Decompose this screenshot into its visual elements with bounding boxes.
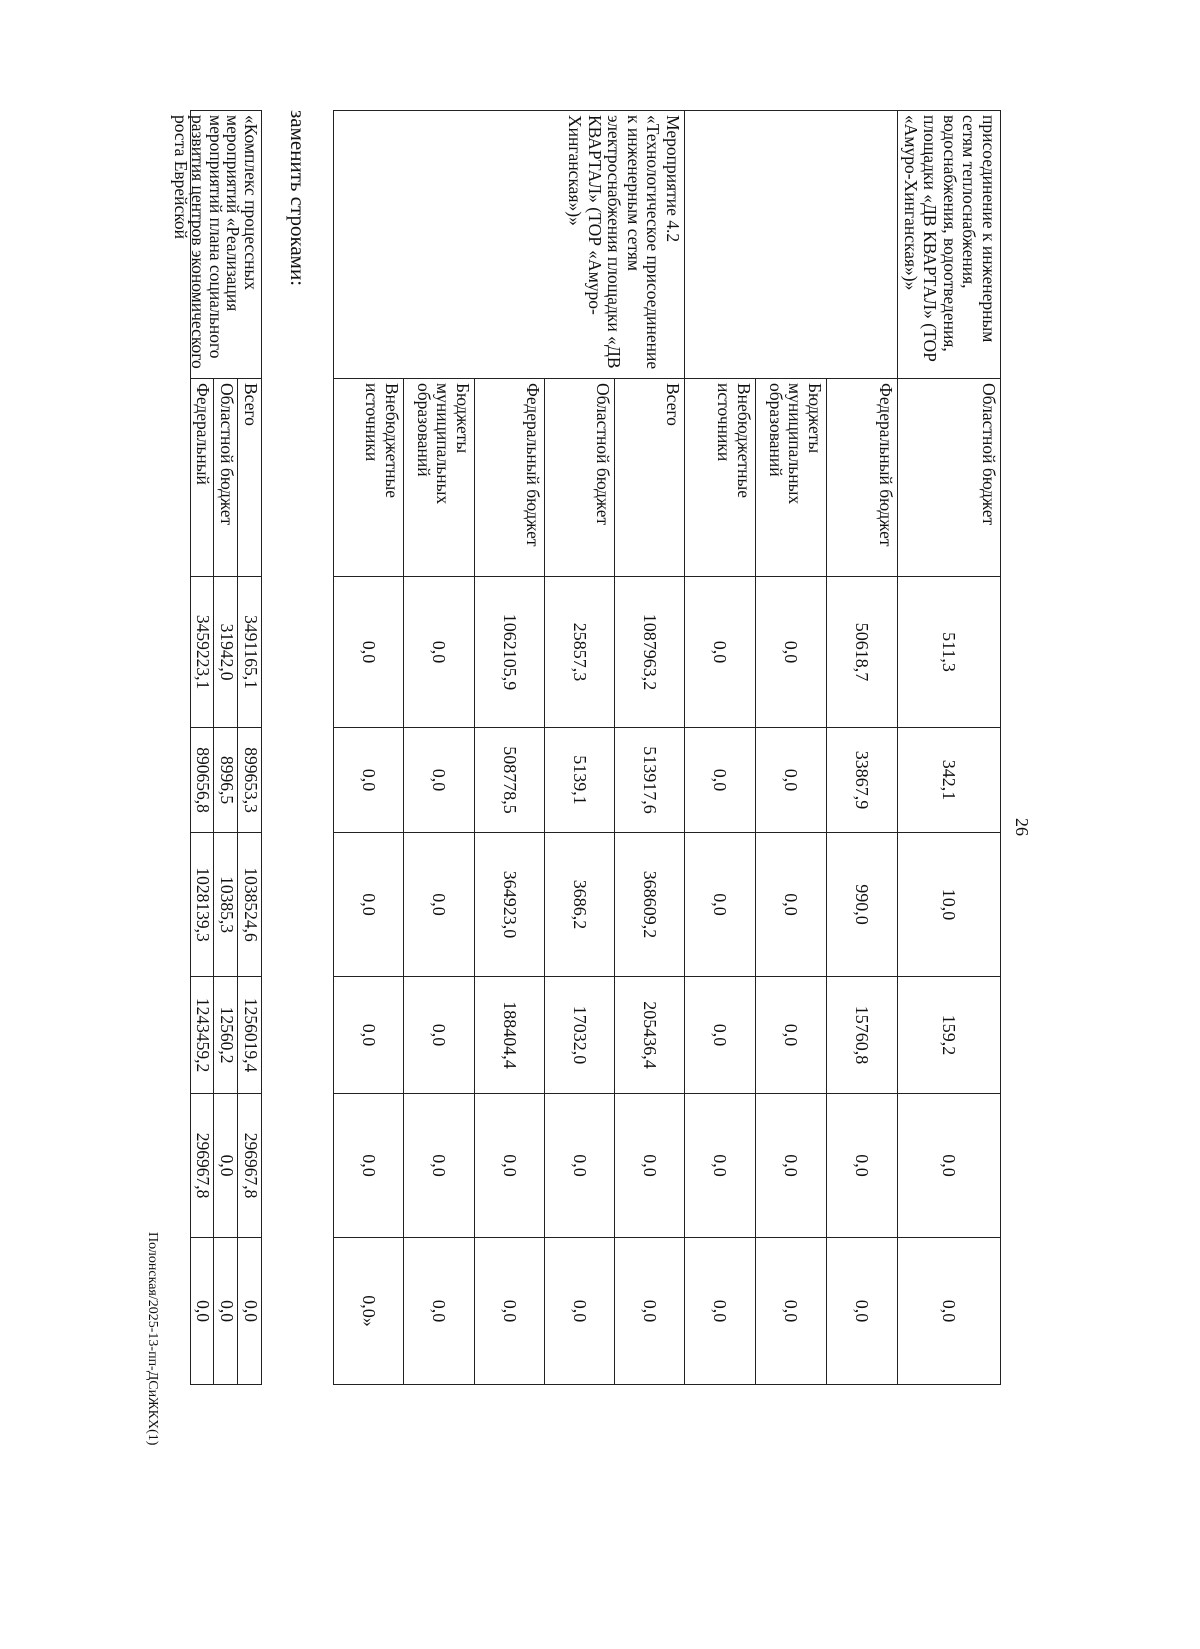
value-cell: 296967,8 — [238, 1094, 262, 1238]
value-cell: 5139,1 — [545, 728, 615, 833]
value-cell: 0,0 — [214, 1238, 238, 1385]
funding-source-cell: Внебюджетные источники — [334, 379, 404, 577]
value-cell: 0,0 — [404, 977, 475, 1094]
value-cell: 0,0 — [545, 1094, 615, 1238]
value-cell: 1256019,4 — [238, 977, 262, 1094]
value-cell: 159,2 — [898, 977, 1001, 1094]
value-cell: 0,0 — [685, 577, 756, 728]
value-cell: 0,0 — [827, 1094, 898, 1238]
value-cell: 50618,7 — [827, 577, 898, 728]
value-cell: 0,0 — [756, 577, 827, 728]
funding-source-cell: Внебюджетные источники — [685, 379, 756, 577]
value-cell: 31942,0 — [214, 577, 238, 728]
value-cell: 17032,0 — [545, 977, 615, 1094]
value-cell: 0,0 — [756, 833, 827, 977]
value-cell: 10385,3 — [214, 833, 238, 977]
value-cell: 25857,3 — [545, 577, 615, 728]
value-cell: 0,0 — [404, 833, 475, 977]
value-cell: 0,0 — [334, 1094, 404, 1238]
value-cell: 0,0 — [334, 833, 404, 977]
value-cell: 0,0 — [404, 1094, 475, 1238]
value-cell: 0,0 — [334, 577, 404, 728]
funding-source-cell: Всего — [238, 379, 262, 577]
value-cell: 3491165,1 — [238, 577, 262, 728]
funding-source-cell: Бюджеты муниципальных образований — [756, 379, 827, 577]
value-cell: 0,0 — [191, 1238, 214, 1385]
value-cell: 0,0 — [685, 1238, 756, 1385]
value-cell: 1243459,2 — [191, 977, 214, 1094]
value-cell: 0,0 — [404, 728, 475, 833]
table-row — [238, 111, 262, 1602]
value-cell: 0,0 — [545, 1238, 615, 1385]
value-cell: 0,0 — [685, 1094, 756, 1238]
value-cell: 0,0 — [238, 1238, 262, 1385]
table-row — [898, 111, 1001, 1602]
value-cell: 0,0 — [334, 977, 404, 1094]
value-cell: 342,1 — [898, 728, 1001, 833]
value-cell: 0,0 — [756, 977, 827, 1094]
value-cell: 508778,5 — [475, 728, 545, 833]
value-cell: 0,0 — [756, 1238, 827, 1385]
value-cell: 1087963,2 — [615, 577, 685, 728]
value-cell: 1062105,9 — [475, 577, 545, 728]
measure-name-text: «Комплекс процессных мероприятий «Реализация мероприятий плана социального развития центров экономического роста Еврейской — [171, 115, 261, 369]
value-cell: 899653,3 — [238, 728, 262, 833]
value-cell: 8996,5 — [214, 728, 238, 833]
table-row — [827, 111, 898, 1602]
footer-reference: Полонская/2025-13-пп-ДСиЖКХ(1) — [145, 1232, 160, 1446]
value-cell: 990,0 — [827, 833, 898, 977]
value-cell: 0,0 — [615, 1094, 685, 1238]
funding-source-cell: Областной бюджет — [545, 379, 615, 577]
value-cell: 12560,2 — [214, 977, 238, 1094]
value-cell: 0,0 — [898, 1094, 1001, 1238]
value-cell: 0,0 — [475, 1238, 545, 1385]
value-cell: 0,0 — [685, 833, 756, 977]
budget-table-top — [333, 110, 1001, 1602]
value-cell: 0,0 — [685, 728, 756, 833]
value-cell: 15760,8 — [827, 977, 898, 1094]
value-cell: 890656,8 — [191, 728, 214, 833]
value-cell: 3686,2 — [545, 833, 615, 977]
value-cell: 368609,2 — [615, 833, 685, 977]
value-cell: 188404,4 — [475, 977, 545, 1094]
value-cell: 0,0 — [827, 1238, 898, 1385]
replace-rows-label: заменить строками: — [286, 110, 310, 287]
value-cell: 0,0» — [334, 1238, 404, 1385]
measure-name-cell — [171, 111, 262, 379]
funding-source-cell: Федеральный — [191, 379, 214, 577]
value-cell: 3459223,1 — [191, 577, 214, 728]
value-cell: 0,0 — [756, 1094, 827, 1238]
value-cell: 0,0 — [756, 728, 827, 833]
measure-name-cell: Мероприятие 4.2 «Технологическое присоединение к инженерным сетям электроснабжения площадки «ДВ КВАРТАЛ» (ТОР «Амуро-Хинганская»)» — [334, 111, 685, 379]
value-cell: 296967,8 — [191, 1094, 214, 1238]
funding-source-cell: Всего — [615, 379, 685, 577]
funding-source-cell: Бюджеты муниципальных образований — [404, 379, 475, 577]
value-cell: 33867,9 — [827, 728, 898, 833]
measure-name-cell: присоединение к инженерным сетям теплоснабжения, водоснабжения, водоотведения, площадки «ДВ КВАРТАЛ» (ТОР «Амуро-Хинганская»)» — [898, 111, 1001, 379]
table-row — [615, 111, 685, 1602]
value-cell: 10,0 — [898, 833, 1001, 977]
funding-source-cell: Областной бюджет — [898, 379, 1001, 577]
budget-table-bottom — [171, 110, 263, 1602]
value-cell: 1038524,6 — [238, 833, 262, 977]
empty-name-cell — [685, 111, 898, 379]
value-cell: 0,0 — [334, 728, 404, 833]
value-cell: 0,0 — [475, 1094, 545, 1238]
funding-source-cell: Областной бюджет — [214, 379, 238, 577]
value-cell: 0,0 — [898, 1238, 1001, 1385]
value-cell: 0,0 — [214, 1094, 238, 1238]
page-number: 26 — [1012, 818, 1032, 836]
value-cell: 0,0 — [404, 577, 475, 728]
funding-source-cell: Федеральный бюджет — [475, 379, 545, 577]
value-cell: 0,0 — [685, 977, 756, 1094]
value-cell: 1028139,3 — [191, 833, 214, 977]
value-cell: 513917,6 — [615, 728, 685, 833]
value-cell: 0,0 — [615, 1238, 685, 1385]
funding-source-cell: Федеральный бюджет — [827, 379, 898, 577]
value-cell: 364923,0 — [475, 833, 545, 977]
value-cell: 511,3 — [898, 577, 1001, 728]
value-cell: 205436,4 — [615, 977, 685, 1094]
value-cell: 0,0 — [404, 1238, 475, 1385]
